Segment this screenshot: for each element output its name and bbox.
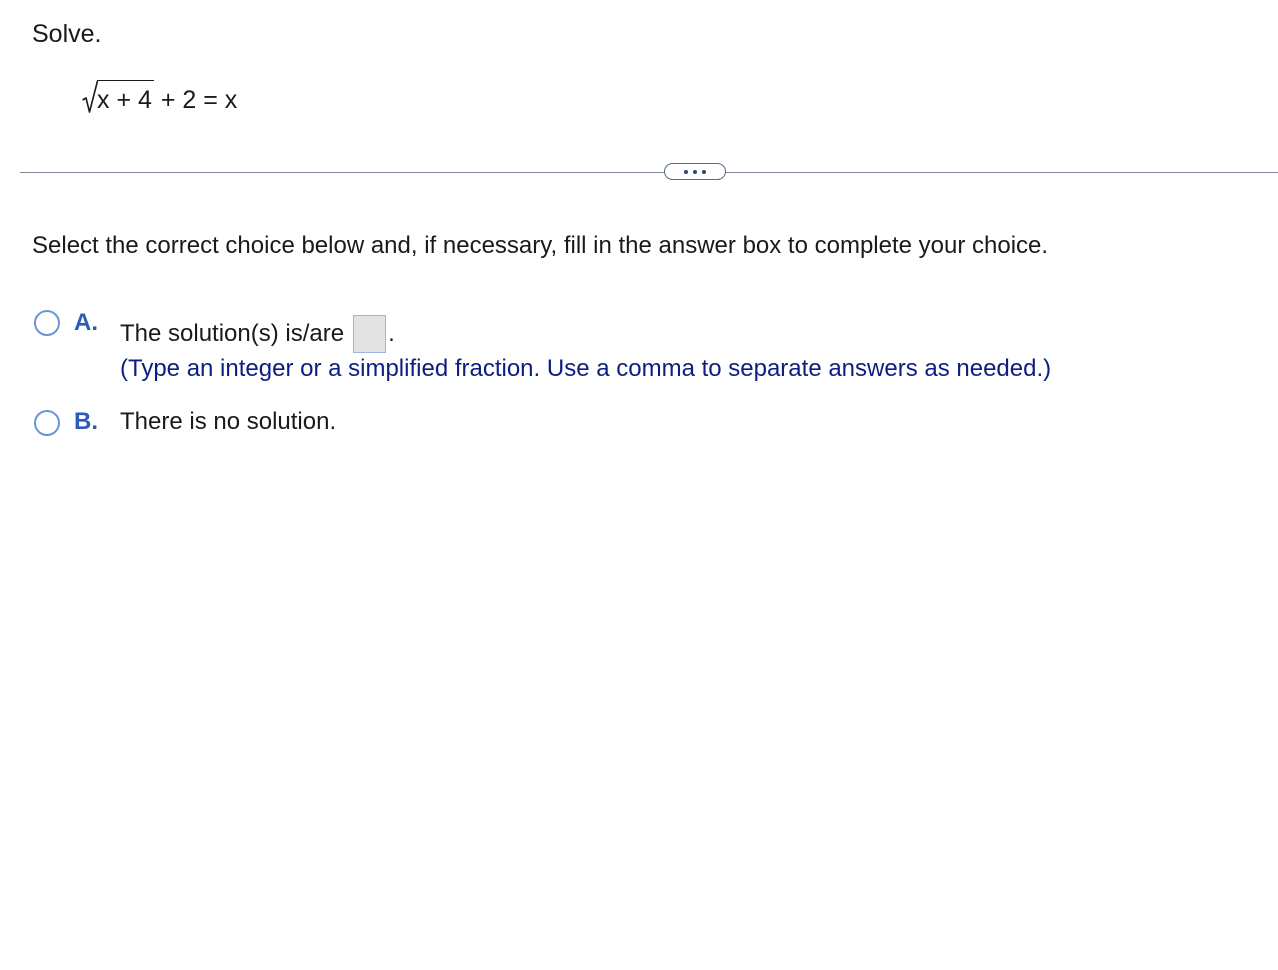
choice-b-label: There is no solution. <box>120 408 337 435</box>
square-root-icon <box>82 80 98 114</box>
expand-more-button[interactable] <box>664 163 726 180</box>
choice-prompt: Select the correct choice below and, if necessary, fill in the answer box to complete your choice. <box>32 232 1049 259</box>
equation-radicand: x + 4 <box>97 80 154 115</box>
choice-a-label: The solution(s) is/are <box>120 320 345 347</box>
equation-rest: + 2 = x <box>153 86 238 114</box>
equation <box>82 80 237 116</box>
choice-a-radio[interactable] <box>34 310 60 336</box>
ellipsis-icon <box>693 170 697 174</box>
choice-b-radio[interactable] <box>34 410 60 436</box>
ellipsis-icon <box>702 170 706 174</box>
choice-a-hint: (Type an integer or a simplified fraction. Use a comma to separate answers as needed.) <box>120 355 1052 382</box>
answer-input-box[interactable] <box>353 315 386 353</box>
choice-a-text <box>120 315 395 353</box>
choice-b-text <box>120 407 336 437</box>
section-divider <box>20 172 1278 173</box>
choice-a-period: . <box>388 320 395 347</box>
choice-a-letter: A. <box>74 309 98 336</box>
choice-b-letter: B. <box>74 408 98 435</box>
ellipsis-icon <box>684 170 688 174</box>
instruction-text: Solve. <box>32 20 102 48</box>
